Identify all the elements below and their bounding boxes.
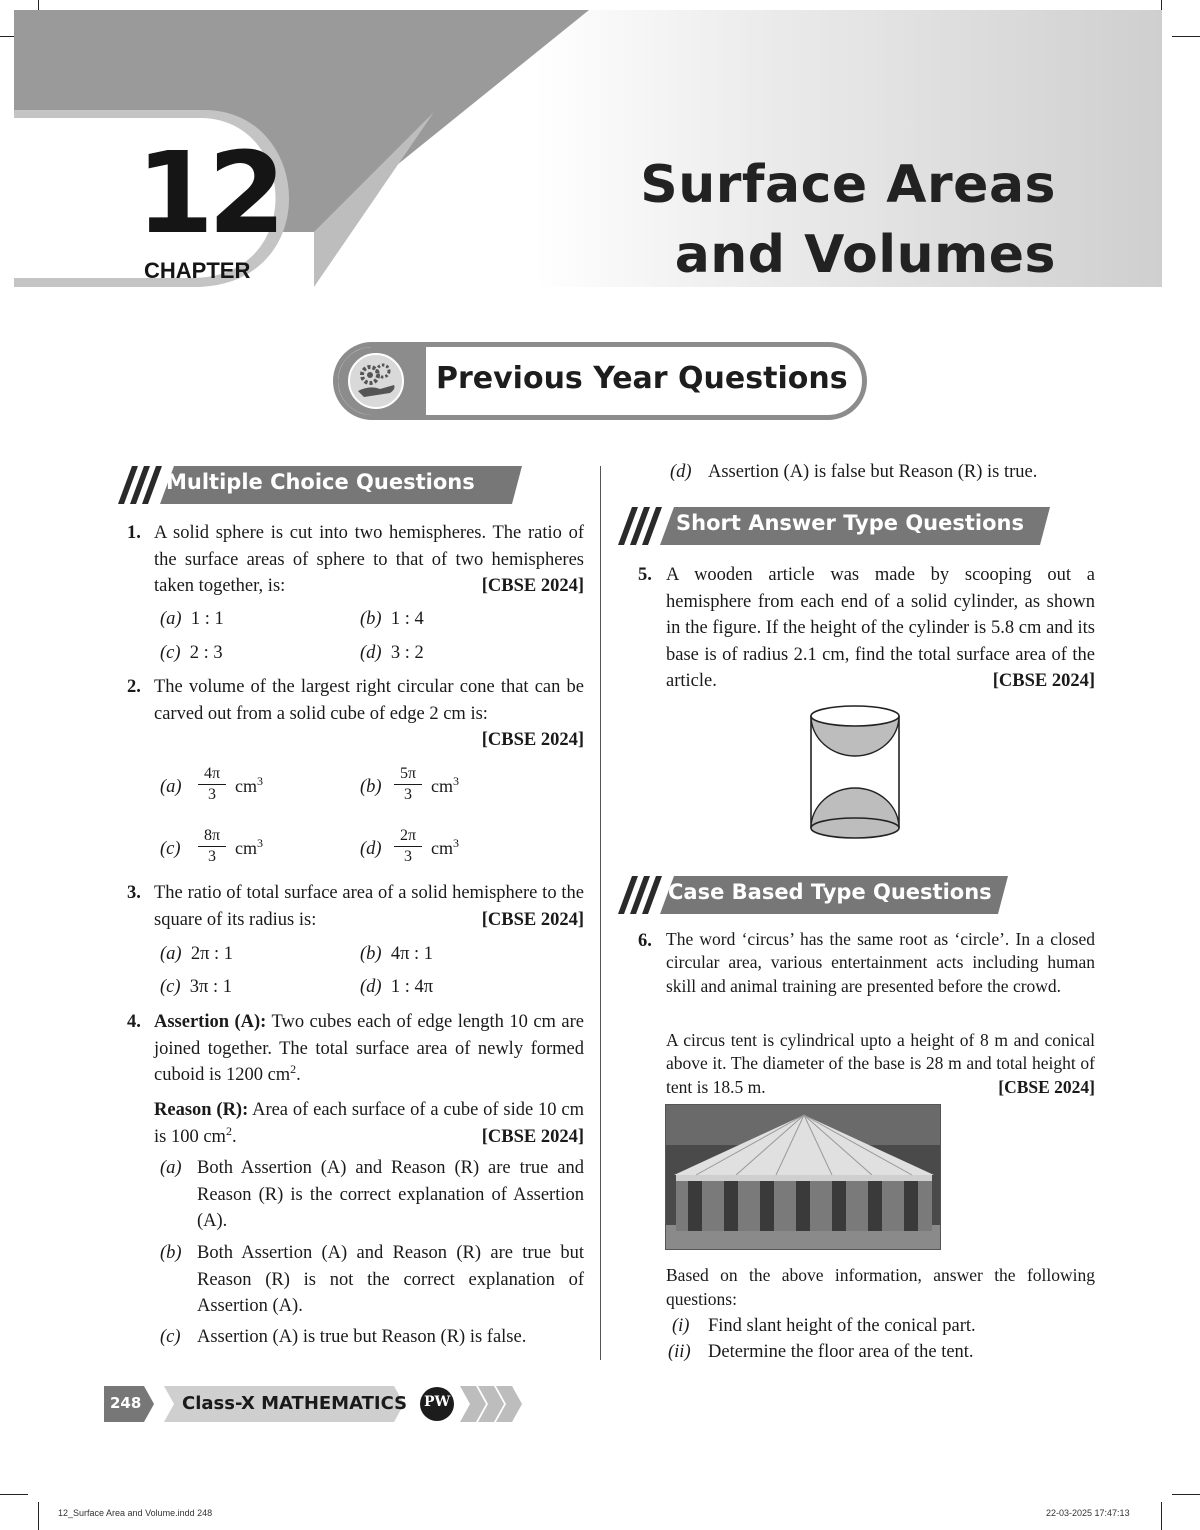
question-number: 4. <box>127 1012 141 1032</box>
option-c-fraction: $\frac{8\pi}{3}$ <box>198 826 226 867</box>
question-text: A solid sphere is cut into two hemispheres. The ratio of the surface areas of sphere to that of two hemispheres taken together, is: <box>154 523 584 596</box>
crop-mark <box>1161 1502 1162 1530</box>
option-b-label: (b) <box>160 1243 182 1263</box>
option-a: Both Assertion (A) and Reason (R) are true and Reason (R) is the correct explanation of Assertion (A). <box>197 1158 584 1231</box>
option-b-fraction: $\frac{5\pi}{3}$ <box>394 764 422 805</box>
question-source: [CBSE 2024] <box>481 909 584 930</box>
question-2 <box>154 674 584 754</box>
option-d: Assertion (A) is false but Reason (R) is true. <box>708 462 1038 482</box>
question-5 <box>666 562 1095 695</box>
option-c-label: (c) <box>160 1327 181 1347</box>
option-d: (d) 1 : 4π <box>360 977 434 997</box>
pw-logo: PW <box>424 1394 451 1410</box>
question-source: [CBSE 2024] <box>998 1076 1095 1097</box>
question-text: The ratio of total surface area of a solid hemisphere to the square of its radius is: <box>154 883 584 930</box>
banner-label: Previous Year Questions <box>436 361 848 396</box>
chapter-banner <box>14 10 1162 287</box>
question-number: 1. <box>127 523 141 543</box>
chapter-title-line2: and Volumes <box>674 225 1056 285</box>
option-a: (a) 2π : 1 <box>160 944 234 964</box>
reason-text: Area of each surface of a cube of side 10 cm is 100 cm <box>154 1100 585 1147</box>
option-d-fraction: $\frac{2\pi}{3}$ <box>394 826 422 867</box>
option-c-label: (c) <box>160 839 181 859</box>
option-a-label: (a) <box>160 1158 182 1178</box>
question-source: [CBSE 2024] <box>481 730 584 750</box>
crop-mark <box>1172 36 1200 37</box>
question-source: [CBSE 2024] <box>481 576 584 596</box>
section-header-case-based <box>616 874 1010 914</box>
option-b: (b) 1 : 4 <box>360 609 424 629</box>
subpart-ii-label: (ii) <box>668 1342 691 1362</box>
option-b-label: (b) <box>360 777 382 797</box>
question-text: The volume of the largest right circular cone that can be carved out from a solid cube of edge 2 cm is: <box>154 677 584 724</box>
book-title: Class-X MATHEMATICS <box>182 1393 408 1414</box>
option-d-label: (d) <box>360 839 382 859</box>
option-d-unit: $cm^3$ <box>431 836 459 858</box>
reason-label: Reason (R): <box>154 1100 249 1120</box>
option-a-unit: $cm^3$ <box>235 774 263 796</box>
option-b: Both Assertion (A) and Reason (R) are true but Reason (R) is not the correct explanation of Assertion (A). <box>197 1243 584 1316</box>
option-c: (c) 2 : 3 <box>160 643 223 663</box>
chapter-label: CHAPTER <box>144 258 251 283</box>
question-3 <box>154 880 584 933</box>
chapter-title <box>640 150 1056 290</box>
question-source: [CBSE 2024] <box>992 671 1095 691</box>
question-4-assertion: Assertion (A): Two cubes each of edge length 10 cm are joined together. The total surface area of newly formed cuboid is 1200 $cm^2$. <box>154 1012 584 1085</box>
circus-tent-photo <box>665 1104 941 1250</box>
option-a: (a) 1 : 1 <box>160 609 224 629</box>
option-c: (c) 3π : 1 <box>160 977 233 997</box>
chapter-title-line1: Surface Areas <box>640 155 1056 215</box>
question-source: [CBSE 2024] <box>481 1126 584 1147</box>
subpart-i: Find slant height of the conical part. <box>708 1316 976 1336</box>
question-number: 5. <box>638 565 652 585</box>
cylinder-figure <box>805 698 905 848</box>
section-title: Case Based Type Questions <box>668 880 992 904</box>
option-c-unit: $cm^3$ <box>235 836 263 858</box>
option-a-fraction: $\frac{4\pi}{3}$ <box>198 764 226 805</box>
chapter-number: 12 <box>136 129 280 259</box>
option-c: Assertion (A) is true but Reason (R) is false. <box>197 1327 527 1347</box>
option-d-label: (d) <box>670 462 692 482</box>
option-b: (b) 4π : 1 <box>360 944 434 964</box>
page-footer <box>104 1386 524 1422</box>
question-text: A wooden article was made by scooping out a hemisphere from each end of a solid cylinder, as shown in the figure. If the height of the cylinder is 5.8 cm and its base is of radius 2.1 cm, find the total surface area of the article. <box>666 565 1095 691</box>
crop-mark <box>1172 1494 1200 1495</box>
section-title: Multiple Choice Questions <box>166 470 475 494</box>
question-4-reason: Reason (R): Area of each surface of a cube of side 10 cm is 100 $cm^2$. [CBSE 2024] <box>154 1097 584 1150</box>
previous-year-questions-banner <box>333 342 867 420</box>
option-b-unit: $cm^3$ <box>431 774 459 796</box>
crop-mark <box>38 1502 39 1530</box>
question-6-detail: A circus tent is cylindrical upto a height of 8 m and conical above it. The diameter of the base is 28 m and total height of tent is 18.5 m. [CBSE 2024] <box>666 1029 1095 1099</box>
section-title: Short Answer Type Questions <box>676 511 1024 535</box>
file-slug: 12_Surface Area and Volume.indd 248 <box>58 1508 213 1518</box>
option-a-label: (a) <box>160 777 182 797</box>
subpart-i-label: (i) <box>672 1316 690 1336</box>
crop-mark <box>0 1494 28 1495</box>
section-header-short-answer <box>616 505 1052 545</box>
column-divider <box>600 466 601 1360</box>
question-number: 3. <box>127 883 141 903</box>
question-1 <box>154 520 584 600</box>
gears-hand-icon <box>348 353 404 409</box>
assertion-text: Two cubes each of edge length 10 cm are joined together. The total surface area of newly formed cuboid is 1200 cm <box>154 1012 584 1085</box>
page-number: 248 <box>110 1394 142 1412</box>
assertion-label: Assertion (A): <box>154 1012 267 1032</box>
question-6-intro: The word ‘circus’ has the same root as ‘circle’. In a closed circular area, various entertainment acts including human skill and animal training are presented before the crowd. <box>666 929 1095 996</box>
option-d: (d) 3 : 2 <box>360 643 424 663</box>
question-number: 2. <box>127 677 141 697</box>
subpart-ii: Determine the floor area of the tent. <box>708 1342 974 1362</box>
section-header-mcq <box>104 464 524 504</box>
banner-icon-box <box>338 347 426 415</box>
question-6-prompt: Based on the above information, answer the following questions: <box>666 1265 1095 1309</box>
timestamp-slug: 22-03-2025 17:47:13 <box>1046 1508 1130 1518</box>
question-number: 6. <box>638 931 652 951</box>
